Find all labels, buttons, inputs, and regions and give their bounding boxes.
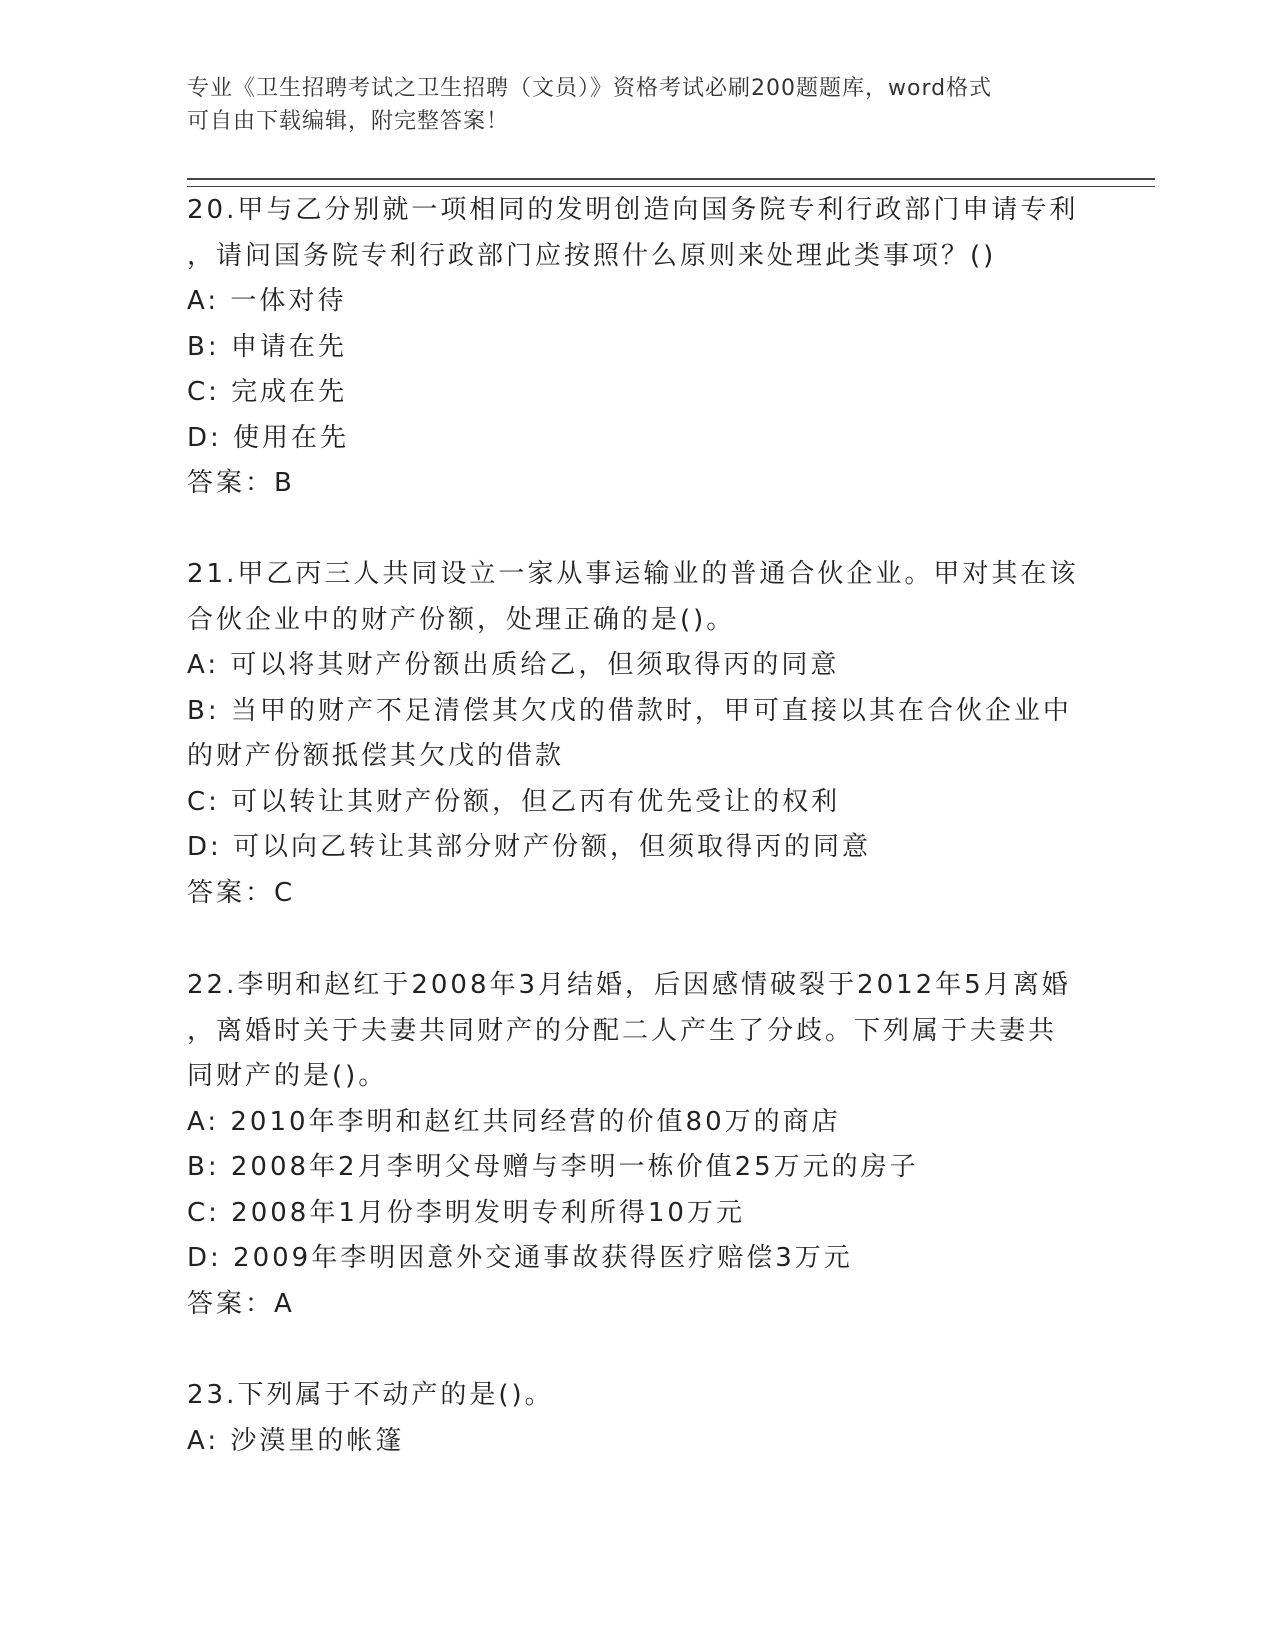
question-stem-line: 合伙企业中的财产份额，处理正确的是()。: [187, 604, 736, 635]
option-c: C: 可以转让其财产份额，但乙丙有优先受让的权利: [187, 786, 841, 817]
question-20: [187, 188, 1087, 507]
option-a: A: 一体对待: [187, 286, 347, 316]
question-stem-line: ，离婚时关于夫妻共同财产的分配二人产生了分歧。下列属于夫妻共: [187, 1015, 1058, 1046]
header-divider: [187, 178, 1155, 187]
option-d: D: 使用在先: [187, 422, 350, 453]
option-a: A: 2010年李明和赵红共同经营的价值80万的商店: [187, 1106, 841, 1137]
question-stem-line: 21.甲乙丙三人共同设立一家从事运输业的普通合伙企业。甲对其在该: [187, 559, 1079, 589]
option-a: A: 可以将其财产份额出质给乙，但须取得丙的同意: [187, 650, 840, 680]
option-d: D: 可以向乙转让其部分财产份额，但须取得丙的同意: [187, 832, 872, 862]
option-b-continued: 的财产份额抵偿其欠戊的借款: [187, 741, 565, 771]
question-stem-line: 20.甲与乙分别就一项相同的发明创造向国务院专利行政部门申请专利: [187, 195, 1079, 225]
header-line-1: 专业《卫生招聘考试之卫生招聘（文员）》资格考试必刷200题题库，word格式: [187, 76, 993, 101]
question-stem-line: ，请问国务院专利行政部门应按照什么原则来处理此类事项？(): [187, 240, 997, 271]
header-line-2: 可自由下载编辑，附完整答案！: [187, 109, 510, 134]
option-b: B: 当甲的财产不足清偿其欠戊的借款时，甲可直接以其在合伙企业中: [187, 695, 1072, 726]
question-stem-line: 23.下列属于不动产的是()。: [187, 1380, 554, 1410]
option-d: D: 2009年李明因意外交通事故获得医疗赔偿3万元: [187, 1243, 853, 1273]
question-22: [187, 963, 1087, 1327]
option-b: B: 申请在先: [187, 331, 347, 362]
document-header: [187, 72, 1067, 138]
answer: 答案：A: [187, 1288, 295, 1319]
question-stem-line: 22.李明和赵红于2008年3月结婚，后因感情破裂于2012年5月离婚: [187, 970, 1071, 1000]
question-stem-line: 同财产的是()。: [187, 1061, 388, 1091]
option-b: B: 2008年2月李明父母赠与李明一栋价值25万元的房子: [187, 1152, 919, 1182]
answer: 答案：B: [187, 468, 295, 498]
option-a: A: 沙漠里的帐篷: [187, 1425, 405, 1456]
question-23: [187, 1373, 1087, 1464]
answer: 答案：C: [187, 877, 296, 908]
option-c: C: 2008年1月份李明发明专利所得10万元: [187, 1197, 745, 1228]
option-c: C: 完成在先: [187, 377, 348, 407]
question-21: [187, 552, 1087, 916]
